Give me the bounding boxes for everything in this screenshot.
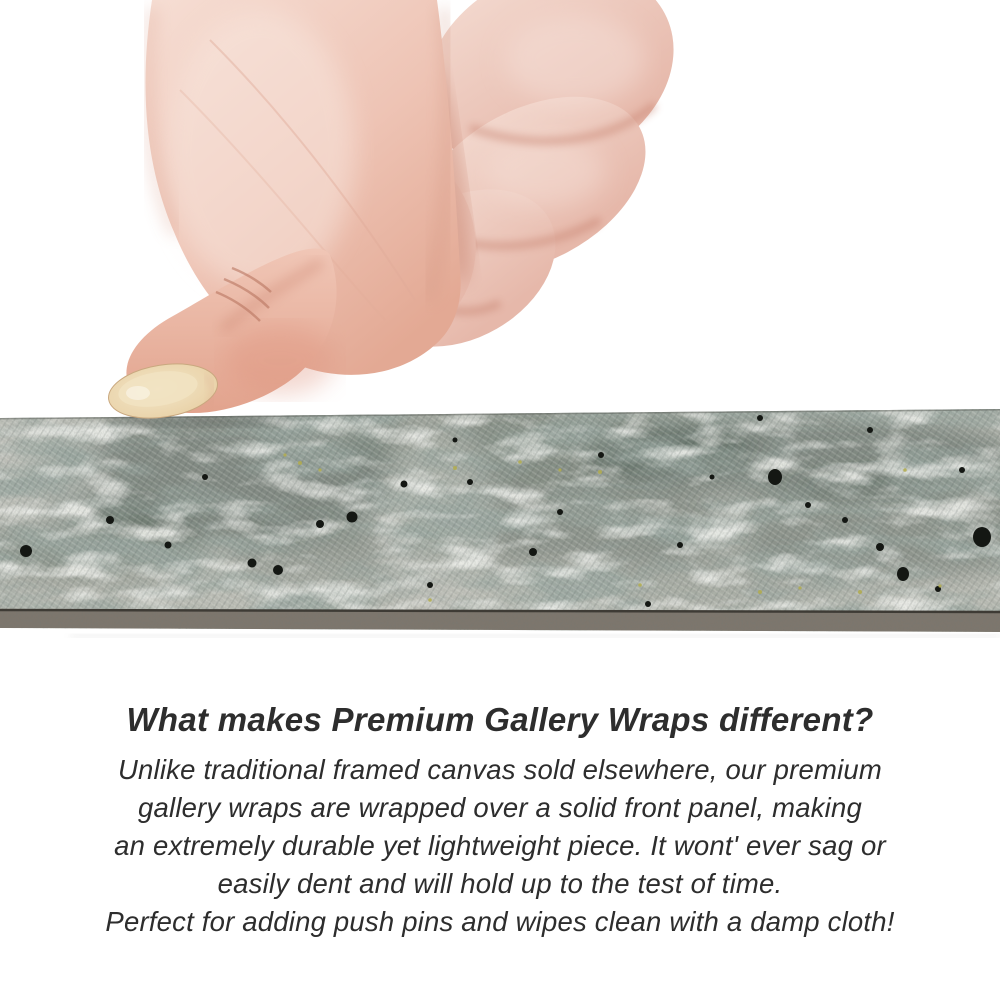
hand-photo: [105, 0, 707, 425]
caption-line: easily dent and will hold up to the test of time.: [217, 868, 783, 899]
canvas-edge-band: [0, 610, 1000, 632]
caption-line: gallery wraps are wrapped over a solid front panel, making: [138, 792, 862, 823]
caption-title: What makes Premium Gallery Wraps different?: [126, 701, 874, 738]
caption-line: Perfect for adding push pins and wipes clean with a damp cloth!: [105, 906, 895, 937]
palm-highlight: [165, 10, 355, 290]
canvas-strip-photo: [0, 400, 1000, 640]
strip-drop-shadow: [70, 634, 1000, 638]
thumb-pad-redness: [225, 325, 335, 395]
caption-line: Unlike traditional framed canvas sold elsewhere, our premium: [117, 754, 882, 785]
caption-block: [0, 701, 1000, 941]
caption-line: an extremely durable yet lightweight piece. It wont' ever sag or: [114, 830, 886, 861]
